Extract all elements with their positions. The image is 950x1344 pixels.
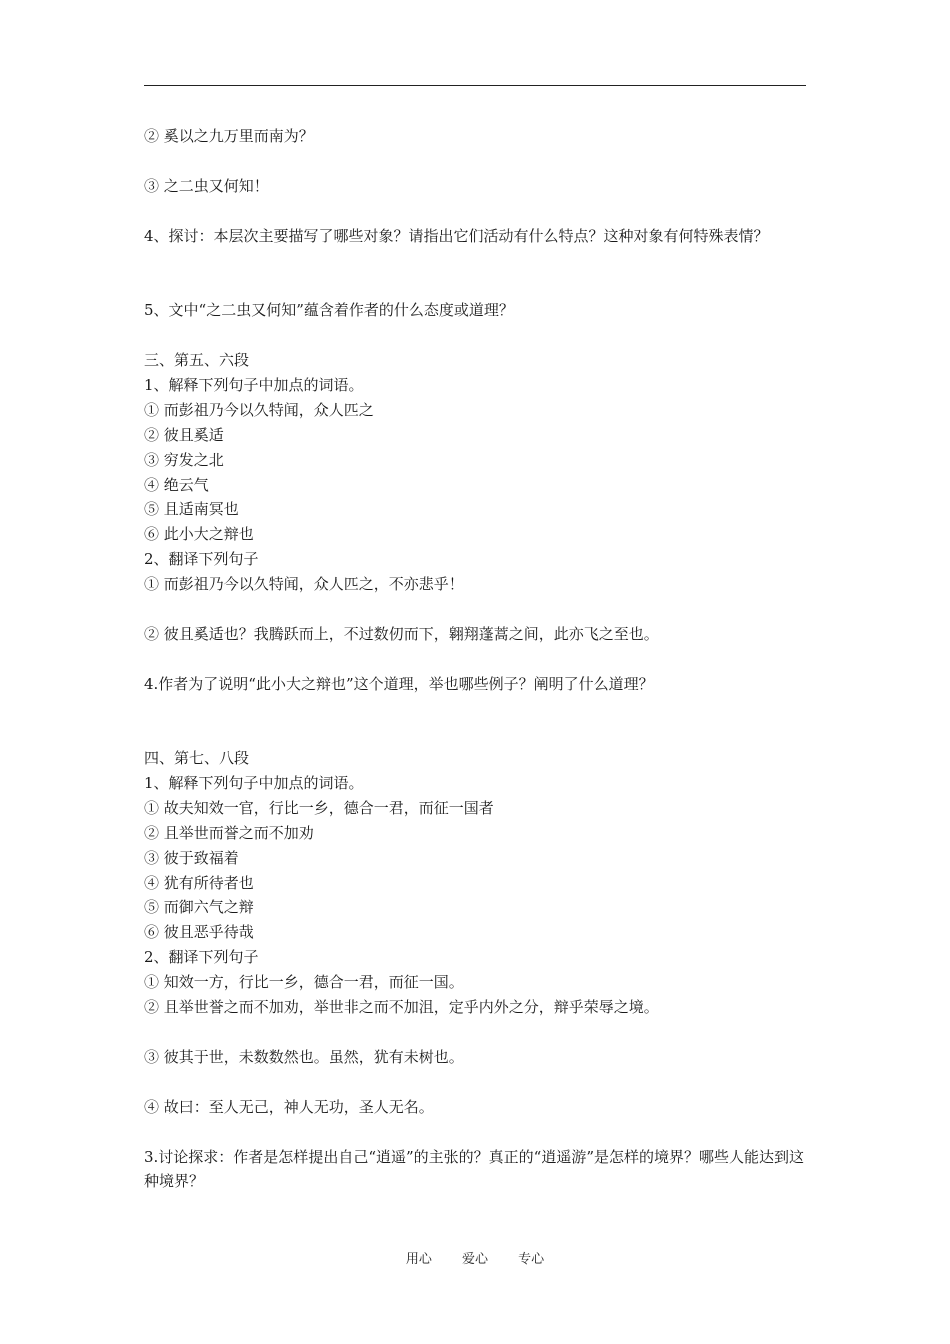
question-paragraph: 3.讨论探求：作者是怎样提出自己“逍遥”的主张的？真正的“逍遥游”是怎样的境界？哪些人能达到这种境界？ xyxy=(144,1148,804,1190)
list-item: ② 彼且奚适 xyxy=(144,426,224,444)
list-item: ③ 穷发之北 xyxy=(144,451,224,469)
subheading: 2、翻译下列句子 xyxy=(144,550,259,568)
list-item: ③ 彼其于世，未数数然也。虽然，犹有未树也。 xyxy=(144,1048,464,1066)
question-line: ③ 之二虫又何知！ xyxy=(144,177,269,195)
question-line: ② 奚以之九万里而南为？ xyxy=(144,127,314,145)
question-line: 4.作者为了说明“此小大之辩也”这个道理，举也哪些例子？阐明了什么道理？ xyxy=(144,675,654,693)
section-heading: 三、第五、六段 xyxy=(144,351,250,369)
list-item: ① 而彭祖乃今以久特闻，众人匹之，不亦悲乎！ xyxy=(144,575,464,593)
subheading: 2、翻译下列句子 xyxy=(144,948,259,966)
list-item: ⑥ 此小大之辩也 xyxy=(144,525,254,543)
list-item: ④ 故曰：至人无己，神人无功，圣人无名。 xyxy=(144,1098,434,1116)
list-item: ② 且举世誉之而不加劝，举世非之而不加沮，定乎内外之分，辩乎荣辱之境。 xyxy=(144,998,659,1016)
question-line: 5、文中“之二虫又何知”蕴含着作者的什么态度或道理？ xyxy=(144,301,514,319)
list-item: ② 彼且奚适也？我腾跃而上，不过数仞而下，翱翔蓬蒿之间，此亦飞之至也。 xyxy=(144,625,659,643)
list-item: ⑤ 而御六气之辩 xyxy=(144,898,254,916)
subheading: 1、解释下列句子中加点的词语。 xyxy=(144,376,364,394)
list-item: ④ 绝云气 xyxy=(144,476,209,494)
list-item: ② 且举世而誉之而不加劝 xyxy=(144,824,314,842)
subheading: 1、解释下列句子中加点的词语。 xyxy=(144,774,364,792)
list-item: ③ 彼于致福着 xyxy=(144,849,239,867)
list-item: ⑥ 彼且恶乎待哉 xyxy=(144,923,254,941)
header-rule xyxy=(144,85,806,86)
section-heading: 四、第七、八段 xyxy=(144,749,250,767)
list-item: ④ 犹有所待者也 xyxy=(144,874,254,892)
list-item: ⑤ 且适南冥也 xyxy=(144,500,239,518)
question-paragraph: 4、探讨：本层次主要描写了哪些对象？请指出它们活动有什么特点？这种对象有何特殊表情？ xyxy=(144,227,769,245)
footer-text: 爱心 xyxy=(461,1252,488,1267)
list-item: ① 知效一方，行比一乡，德合一君，而征一国。 xyxy=(144,973,464,991)
list-item: ① 而彭祖乃今以久特闻，众人匹之 xyxy=(144,401,374,419)
footer-text: 专心 xyxy=(518,1252,545,1267)
page-footer xyxy=(0,1248,950,1267)
list-item: ① 故夫知效一官，行比一乡，德合一君，而征一国者 xyxy=(144,799,494,817)
footer-text: 用心 xyxy=(405,1252,432,1267)
